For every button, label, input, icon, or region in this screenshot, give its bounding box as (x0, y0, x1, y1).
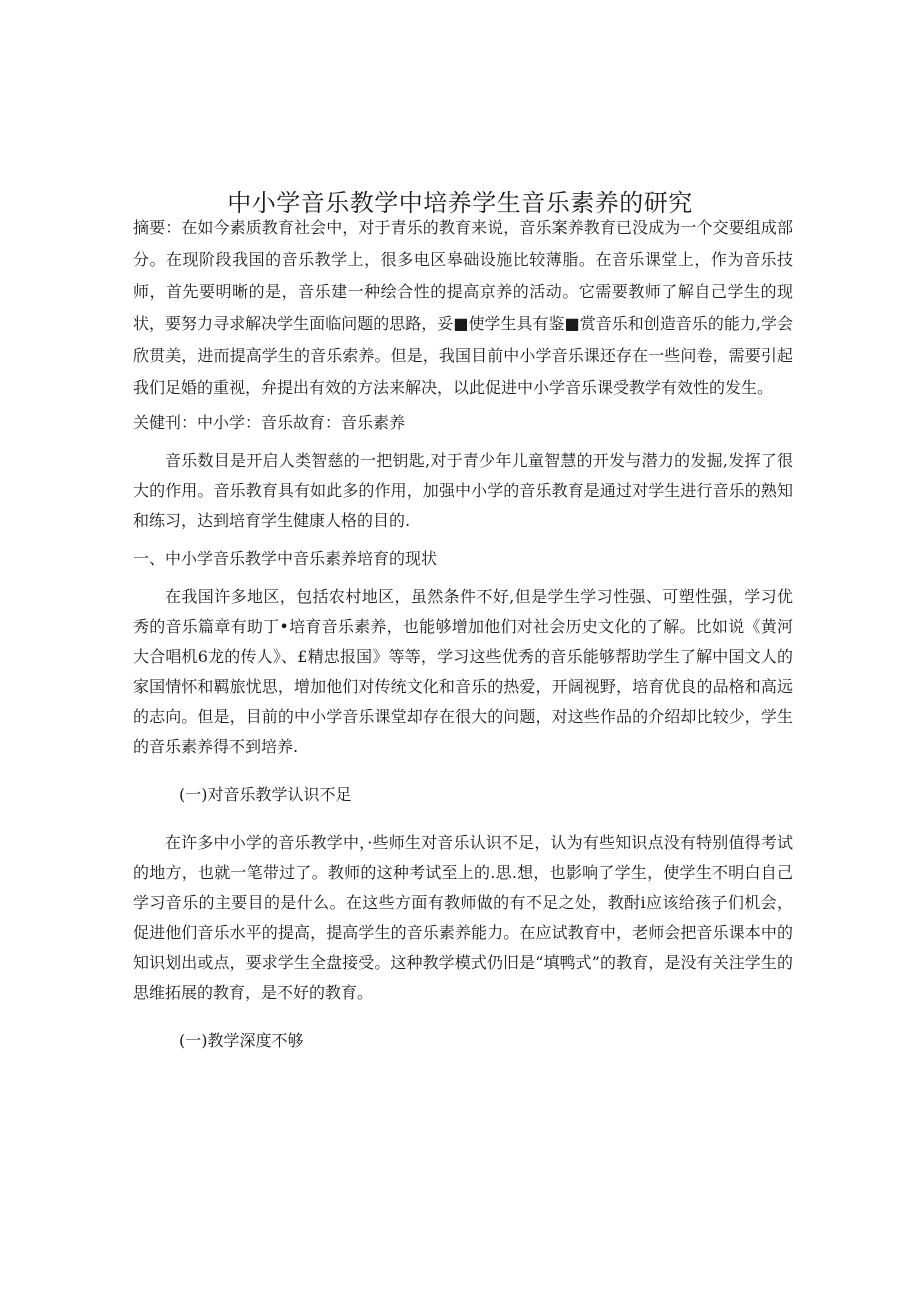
section-1-paragraph: 在我国许多地区，包括农村地区，虽然条件不好,但是学生学习性强、可塑性强，学习优秀的音乐篇章有助丁•培育音乐素养，也能够增加他们对社会历史文化的了解。比如说《黄河大合唱机6龙的传人》、£精忠报国》等等，学习这些优秀的音乐能够帮助学生了解中国文人的家国情怀和羁旅忧思，增加他们对传统文化和音乐的热爱，开阔视野，培育优良的品格和高远的志向。但是，目前的中小学音乐课堂却存在很大的问题，对这些作品的介绍却比较少，学生的音乐素养得不到培养. (133, 587, 793, 756)
abstract-paragraph: 摘要：在如今素质教育社会中，对于青乐的教育来说，音乐案养教育已没成为一个交要组成部分。在现阶段我国的音乐教学上，很多电区皋础设施比较薄脂。在音乐课堂上，作为音乐技师，首先要明晰的是，音乐建一种绘合性的提高京养的活动。它需要教师了解自己学生的现状，要努力寻求解决学生面临问题的思路，妥■使学生具有鉴■赏音乐和创造音乐的能力,学会欣贯美，进而提高学生的音乐索养。但是，我国目前中小学音乐课还存在一些问卷，需要引起我们足婚的重视，弁提出有效的方法来解决，以此促进中小学音乐课受教学有效性的发生。 (133, 218, 793, 397)
document-title: 中小学音乐教学中培养学生音乐素养的研究 (227, 189, 693, 218)
keywords-line: 关健刊：中小学：音乐故育：音乐素养 (133, 413, 406, 432)
section-heading-1: 一、中小学音乐教学中音乐素养培育的现状 (133, 549, 438, 568)
intro-paragraph: 音乐数目是开启人类智慈的一把钥匙,对于青少年儿童智慧的开发与潜力的发掘,发挥了很大的作用。音乐教育具有如此多的作用，加强中小学的音乐教育是通过对学生进行音乐的熟知和练习，达到培育学生健康人格的目的. (133, 451, 793, 530)
subsection-heading-1: (一)对音乐教学认识不足 (179, 785, 352, 804)
subsection-1-paragraph: 在许多中小学的音乐教学中，·些师生对音乐认识不足，认为有些知识点没有特别值得考试的地方，也就一笔带过了。教师的这种考试至上的.思.想，也影响了学生，使学生不明白自己学习音乐的主要目的是什么。在这些方面有教师做的有不足之处，教酎i应该给孩子们机会，促进他们音乐水平的提高，提高学生的音乐素养能力。在应试教育中，老师会把音乐课本中的知识划出或点，要求学生全盘接受。这种教学模式仍旧是“填鸭式”的教育，是没有关注学生的思维拓展的教育，是不好的教育。 (133, 833, 793, 1002)
document-body (133, 212, 793, 1056)
subsection-heading-2: (一)教学深度不够 (179, 1031, 304, 1050)
